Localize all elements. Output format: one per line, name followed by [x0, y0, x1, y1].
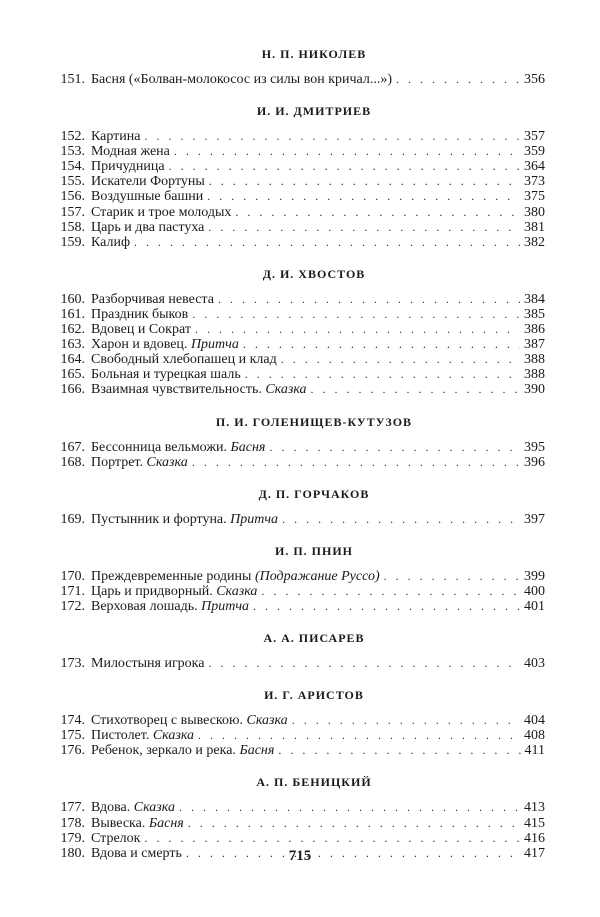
entry-title-text: Ребенок, зеркало и река.	[91, 743, 236, 759]
dot-leader	[209, 174, 520, 189]
entry-title	[85, 512, 278, 527]
dot-leader	[292, 713, 520, 728]
dot-leader	[243, 337, 520, 352]
toc-section	[55, 630, 545, 671]
dot-leader	[384, 569, 520, 584]
entry-title	[85, 322, 191, 337]
entry-page: 417	[524, 845, 545, 861]
entry-title	[85, 816, 184, 831]
entry-title-text: Харон и вдовец.	[91, 337, 188, 353]
entry-number: 169.	[60, 511, 85, 527]
entry-title-text: Царь и придворный.	[91, 583, 213, 599]
entry-title-text: Преждевременные родины	[91, 568, 252, 584]
entry-title-text: Пистолет.	[91, 728, 150, 744]
entry-title	[85, 72, 392, 87]
entry-title	[85, 455, 188, 470]
entry-title	[85, 159, 165, 174]
toc-entry	[55, 440, 545, 455]
entry-number: 152.	[60, 129, 85, 145]
entry-page: 386	[524, 322, 545, 338]
dot-leader	[134, 235, 520, 250]
entry-title-text: Милостыня игрока	[91, 656, 205, 672]
entry-title-text: Старик и трое молодых	[91, 204, 232, 220]
entry-page: 404	[524, 713, 545, 729]
entry-page: 380	[524, 204, 545, 220]
entry-page: 384	[524, 291, 545, 307]
entry-number: 163.	[60, 337, 85, 353]
entry-number: 157.	[60, 204, 85, 220]
entry-page: 408	[524, 728, 545, 744]
entry-page: 416	[524, 830, 545, 846]
entry-page: 396	[524, 454, 545, 470]
dot-leader	[235, 205, 520, 220]
toc-entry	[55, 569, 545, 584]
entry-page: 400	[524, 583, 545, 599]
toc-entry	[55, 728, 545, 743]
toc-entry	[55, 220, 545, 235]
entry-title-text: Модная жена	[91, 144, 170, 160]
entry-title	[85, 367, 241, 382]
entry-genre: Сказка	[146, 454, 188, 470]
toc-entry	[55, 144, 545, 159]
dot-leader	[282, 512, 520, 527]
toc-entry	[55, 352, 545, 367]
entry-title	[85, 189, 203, 204]
entry-number: 167.	[60, 439, 85, 455]
entry-title-text: Басня («Болван-молокосос из силы вон кричал...»)	[91, 72, 393, 87]
entry-page: 356	[524, 72, 545, 87]
entry-title	[85, 831, 140, 846]
entry-title	[85, 569, 380, 584]
entry-title-text: Пустынник и фортуна.	[91, 511, 227, 527]
author-heading: А. А. ПИСАРЕВ	[263, 631, 365, 646]
toc-entry	[55, 831, 545, 846]
entry-number: 155.	[60, 174, 85, 190]
toc-entry	[55, 713, 545, 728]
entry-title-text: Воздушные башни	[91, 189, 204, 205]
entry-genre: Сказка	[133, 800, 175, 816]
entry-title	[85, 307, 188, 322]
toc-entry	[55, 512, 545, 527]
entry-title-text: Калиф	[91, 234, 131, 250]
entry-page: 373	[524, 174, 545, 190]
toc-entry	[55, 174, 545, 189]
toc-section	[55, 687, 545, 758]
entry-title	[85, 382, 307, 397]
entry-page: 415	[524, 815, 545, 831]
author-heading: Д. И. ХВОСТОВ	[262, 266, 366, 281]
toc-section	[55, 486, 545, 527]
entry-title	[85, 599, 249, 614]
page-number: 715	[288, 848, 312, 864]
entry-number: 175.	[60, 728, 85, 744]
entry-number: 165.	[60, 367, 85, 383]
entry-page: 401	[524, 598, 545, 614]
dot-leader	[396, 72, 520, 87]
entry-title	[85, 337, 239, 352]
entry-title-text: Вывеска.	[91, 815, 146, 831]
dot-leader	[179, 800, 520, 815]
entry-genre: Басня	[230, 439, 266, 455]
dot-leader	[188, 816, 520, 831]
entry-page: 375	[524, 189, 545, 205]
dot-leader	[169, 159, 520, 174]
toc-section	[55, 543, 545, 614]
entry-title-text: Праздник быков	[91, 306, 189, 322]
toc-entry	[55, 307, 545, 322]
entry-genre: Сказка	[152, 728, 195, 744]
dot-leader	[145, 129, 521, 144]
entry-number: 170.	[60, 568, 85, 584]
dot-leader	[311, 382, 520, 397]
entry-title-text: Вдовец и Сократ	[91, 322, 191, 338]
entry-page: 359	[524, 144, 545, 160]
entry-title-text: Стихотворец с вывескою.	[91, 713, 243, 729]
entry-genre: Притча	[190, 337, 239, 353]
entry-genre: Сказка	[216, 583, 258, 599]
entry-page: 399	[524, 568, 545, 584]
author-heading: П. И. ГОЛЕНИЩЕВ-КУТУЗОВ	[215, 414, 413, 429]
entry-title-text: Свободный хлебопашец и клад	[91, 352, 277, 368]
toc-entry	[55, 337, 545, 352]
toc-entry	[55, 292, 545, 307]
dot-leader	[174, 144, 520, 159]
dot-leader	[192, 455, 520, 470]
entry-number: 180.	[60, 845, 85, 861]
entry-title-text: Царь и два пастуха	[91, 219, 205, 235]
dot-leader	[253, 599, 520, 614]
toc-entry	[55, 72, 545, 87]
dot-leader	[208, 220, 520, 235]
entry-title-text: Картина	[91, 129, 141, 145]
entry-title-text: Бессонница вельможи.	[91, 439, 228, 455]
toc-entry	[55, 599, 545, 614]
entry-number: 176.	[60, 743, 85, 759]
entry-title	[85, 800, 175, 815]
toc-entry	[55, 656, 545, 671]
entry-title	[85, 144, 170, 159]
entry-number: 166.	[60, 382, 85, 398]
toc-section	[55, 103, 545, 250]
entry-number: 153.	[60, 144, 85, 160]
entry-page: 381	[524, 219, 545, 235]
entry-number: 179.	[60, 830, 85, 846]
entry-genre: Басня	[148, 815, 184, 831]
entry-page: 364	[524, 159, 545, 175]
entry-title	[85, 352, 277, 367]
entry-title	[85, 292, 214, 307]
entry-genre: Сказка	[246, 713, 288, 729]
entry-number: 164.	[60, 352, 85, 368]
entry-number: 178.	[60, 815, 85, 831]
entry-number: 154.	[60, 159, 85, 175]
entry-title	[85, 713, 288, 728]
dot-leader	[144, 831, 520, 846]
author-heading: И. Г. АРИСТОВ	[264, 688, 364, 703]
entry-number: 171.	[60, 583, 85, 599]
entry-title-text: Причудница	[91, 159, 165, 175]
entry-page: 411	[524, 743, 545, 759]
entry-number: 162.	[60, 322, 85, 338]
dot-leader	[281, 352, 520, 367]
author-heading: Д. П. ГОРЧАКОВ	[258, 486, 370, 501]
dot-leader	[198, 728, 520, 743]
entry-title-text: Стрелок	[91, 830, 141, 846]
dot-leader	[218, 292, 520, 307]
toc-entry	[55, 367, 545, 382]
toc-section	[55, 414, 545, 470]
entry-title	[85, 174, 205, 189]
dot-leader	[278, 743, 520, 758]
toc-entry	[55, 129, 545, 144]
entry-title-text: Взаимная чувствительность.	[91, 382, 262, 398]
entry-number: 177.	[60, 800, 85, 816]
entry-title-text: Вдова и смерть	[91, 845, 182, 861]
toc-section	[55, 46, 545, 87]
entry-number: 158.	[60, 219, 85, 235]
dot-leader	[269, 440, 520, 455]
toc-entry	[55, 205, 545, 220]
toc-entry	[55, 159, 545, 174]
toc-entry	[55, 235, 545, 250]
entry-page: 385	[524, 306, 545, 322]
entry-page: 403	[524, 656, 545, 672]
entry-number: 161.	[60, 306, 85, 322]
dot-leader	[208, 656, 520, 671]
entry-genre: Басня	[239, 743, 275, 759]
entry-page: 387	[524, 337, 545, 353]
author-heading: Н. П. НИКОЛЕВ	[261, 47, 367, 61]
entry-page: 395	[524, 439, 545, 455]
entry-title-text: Больная и турецкая шаль	[91, 367, 241, 383]
entry-page: 357	[524, 129, 545, 145]
toc-entry	[55, 743, 545, 758]
entry-number: 151.	[60, 72, 85, 87]
entry-number: 168.	[60, 454, 85, 470]
entry-page: 388	[524, 367, 545, 383]
entry-number: 156.	[60, 189, 85, 205]
author-heading: И. П. ПНИН	[274, 543, 353, 558]
entry-title	[85, 235, 130, 250]
entry-title-text: Искатели Фортуны	[91, 174, 205, 190]
entry-title	[85, 656, 204, 671]
toc-section	[55, 266, 545, 398]
toc-entry	[55, 382, 545, 397]
entry-title	[85, 220, 204, 235]
entry-title	[85, 129, 141, 144]
entry-page: 397	[524, 511, 545, 527]
entry-number: 173.	[60, 656, 85, 672]
entry-title-text: Разборчивая невеста	[91, 291, 214, 307]
table-of-contents	[55, 46, 545, 877]
entry-title	[85, 743, 274, 758]
author-heading: А. П. БЕНИЦКИЙ	[256, 775, 372, 790]
toc-entry	[55, 455, 545, 470]
dot-leader	[245, 367, 520, 382]
toc-entry	[55, 584, 545, 599]
entry-genre: Притча	[201, 598, 249, 614]
dot-leader	[261, 584, 520, 599]
entry-title-text: Портрет.	[91, 454, 143, 470]
entry-number: 160.	[60, 291, 85, 307]
toc-entry	[55, 189, 545, 204]
entry-title	[85, 440, 265, 455]
entry-genre: (Подражание Руссо)	[254, 568, 380, 584]
entry-number: 172.	[60, 598, 85, 614]
entry-number: 174.	[60, 713, 85, 729]
entry-title-text: Верховая лошадь.	[91, 598, 198, 614]
entry-genre: Притча	[230, 511, 279, 527]
entry-page: 390	[524, 382, 545, 398]
dot-leader	[207, 189, 520, 204]
entry-page: 388	[524, 352, 545, 368]
entry-page: 413	[524, 800, 545, 816]
entry-title	[85, 205, 231, 220]
dot-leader	[195, 322, 520, 337]
entry-title	[85, 584, 257, 599]
toc-entry	[55, 816, 545, 831]
entry-genre: Сказка	[265, 382, 307, 398]
entry-number: 159.	[60, 234, 85, 250]
author-heading: И. И. ДМИТРИЕВ	[256, 104, 372, 119]
toc-entry	[55, 800, 545, 815]
entry-page: 382	[524, 234, 545, 250]
dot-leader	[192, 307, 520, 322]
entry-title-text: Вдова.	[91, 800, 131, 816]
entry-title	[85, 728, 194, 743]
toc-entry	[55, 322, 545, 337]
